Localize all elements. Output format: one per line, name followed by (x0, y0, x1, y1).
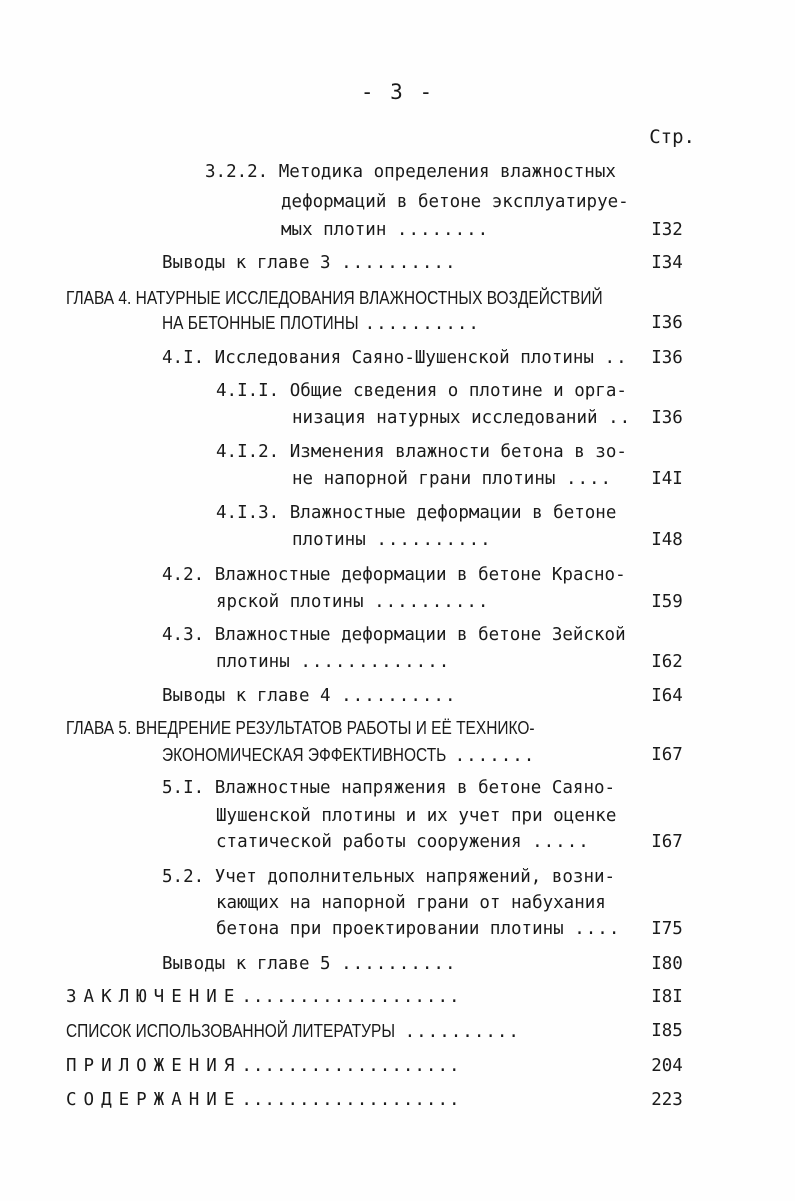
toc-5-1-title: Влажностные напряжения в бетоне Саяно- (214, 778, 616, 798)
leader-dots: .......... (341, 954, 457, 974)
toc-4-2-number: 4.2. (162, 565, 205, 585)
toc-3-2-2-title: Методика определения влажностных (278, 162, 616, 182)
toc-4-1 (162, 345, 628, 371)
toc-4-1-1-text: низация натурных исследований (292, 408, 598, 428)
toc-contents-text: СОДЕРЖАНИЕ (66, 1090, 242, 1110)
toc-4-1-text: 4.I. Исследования Саяно-Шушенской плотины (162, 348, 594, 368)
toc-appendices-page: 204 (651, 1056, 683, 1076)
toc-5-1-number: 5.I. (162, 778, 205, 798)
toc-4-1-3-number: 4.I.3. (216, 503, 280, 523)
toc-4-1-2-line-1 (216, 439, 627, 465)
toc-5-1-line-2: Шушенской плотины и их учет при оценке (216, 806, 617, 826)
leader-dots: .......... (376, 530, 492, 550)
toc-5-2-line-3 (216, 916, 620, 942)
toc-4-1-3-text: плотины (292, 530, 366, 550)
toc-conclusion-text: ЗАКЛЮЧЕНИЕ (66, 987, 242, 1007)
page-column-header: Стр. (649, 126, 695, 148)
leader-dots: ................... (241, 987, 461, 1007)
toc-5-2-line-2: кающих на напорной грани от набухания (216, 893, 606, 913)
toc-4-1-1-title: Общие сведения о плотине и орга- (289, 381, 627, 401)
toc-4-2-page: I59 (651, 592, 683, 612)
toc-references (66, 1018, 520, 1044)
leader-dots: .......... (341, 253, 457, 273)
leader-dots: .......... (364, 314, 480, 334)
toc-5-1-line-1 (162, 775, 615, 801)
toc-chapter-4-page: I36 (651, 313, 683, 333)
toc-4-1-1-line-1 (216, 378, 627, 404)
toc-chapter-4-title: НА БЕТОННЫЕ ПЛОТИНЫ (162, 313, 359, 333)
toc-5-2-text: бетона при проектировании плотины (216, 919, 564, 939)
toc-4-1-3-title: Влажностные деформации в бетоне (289, 503, 617, 523)
toc-4-3-page: I62 (651, 652, 683, 672)
page-number: - 3 - (360, 80, 435, 104)
leader-dots: ................... (241, 1090, 461, 1110)
leader-dots: .. (608, 408, 632, 428)
toc-4-3-text: плотины (216, 652, 290, 672)
toc-3-2-2-line-3 (281, 217, 489, 243)
leader-dots: .... (574, 919, 621, 939)
toc-5-1-text: статической работы сооружения (216, 832, 522, 852)
toc-4-1-3-line-2 (292, 527, 492, 553)
toc-4-2-text: ярской плотины (216, 592, 364, 612)
leader-dots: ............. (300, 652, 451, 672)
toc-appendices (66, 1053, 461, 1079)
toc-4-2-line-2 (216, 589, 489, 615)
toc-references-text: СПИСОК ИСПОЛЬЗОВАННОЙ ЛИТЕРАТУРЫ (66, 1021, 396, 1041)
toc-4-3-title: Влажностные деформации в бетоне Зейской (214, 625, 626, 645)
toc-references-page: I85 (651, 1021, 683, 1041)
leader-dots: .......... (341, 686, 457, 706)
toc-chapter-5-title: ЭКОНОМИЧЕСКАЯ ЭФФЕКТИВНОСТЬ (162, 745, 447, 765)
toc-chapter-4-line-1: ГЛАВА 4. НАТУРНЫЕ ИССЛЕДОВАНИЯ ВЛАЖНОСТНЫХ ВОЗДЕЙСТВИЙ (66, 288, 603, 308)
toc-contents-page: 223 (651, 1090, 683, 1110)
toc-5-1-page: I67 (651, 832, 683, 852)
toc-conclusions-4-page: I64 (651, 686, 683, 706)
toc-chapter-4-line-2 (162, 310, 480, 336)
toc-3-2-2-number: 3.2.2. (205, 162, 269, 182)
toc-3-2-2-page: I32 (651, 220, 683, 240)
toc-chapter-5-line-1: ГЛАВА 5. ВНЕДРЕНИЕ РЕЗУЛЬТАТОВ РАБОТЫ И ЕЁ ТЕХНИКО- (66, 718, 535, 738)
toc-4-3-number: 4.3. (162, 625, 205, 645)
leader-dots: ........ (396, 220, 490, 240)
toc-3-2-2-line-2: деформаций в бетоне эксплуатируе- (281, 192, 629, 212)
toc-4-3-line-2 (216, 649, 450, 675)
toc-4-1-page: I36 (651, 348, 683, 368)
toc-conclusions-4 (162, 683, 456, 709)
leader-dots: ....... (454, 746, 536, 766)
toc-5-2-page: I75 (651, 919, 683, 939)
toc-conclusions-3-text: Выводы к главе 3 (162, 253, 331, 273)
leader-dots: .......... (404, 1022, 520, 1042)
toc-conclusion-page: I8I (651, 987, 683, 1007)
toc-5-2-line-1 (162, 864, 615, 890)
toc-4-1-2-title: Изменения влажности бетона в зо- (289, 442, 627, 462)
toc-4-2-line-1 (162, 562, 626, 588)
toc-3-2-2-line-1 (205, 159, 616, 185)
toc-4-3-line-1 (162, 622, 626, 648)
toc-5-2-number: 5.2. (162, 867, 205, 887)
leader-dots: .... (565, 469, 613, 489)
toc-chapter-5-page: I67 (651, 745, 683, 765)
toc-4-1-2-text: не напорной грани плотины (292, 469, 556, 489)
toc-conclusions-5-text: Выводы к главе 5 (162, 954, 331, 974)
toc-conclusions-4-text: Выводы к главе 4 (162, 686, 331, 706)
toc-conclusions-5-page: I80 (651, 954, 683, 974)
toc-4-1-2-line-2 (292, 466, 612, 492)
toc-conclusions-3 (162, 250, 456, 276)
leader-dots: .. (604, 348, 628, 368)
leader-dots: .......... (374, 592, 490, 612)
toc-conclusions-3-page: I34 (651, 253, 683, 273)
toc-4-1-1-page: I36 (651, 408, 683, 428)
toc-4-1-1-number: 4.I.I. (216, 381, 280, 401)
toc-5-2-title: Учет дополнительных напряжений, возни- (214, 867, 616, 887)
toc-4-1-2-page: I4I (651, 469, 683, 489)
toc-appendices-text: ПРИЛОЖЕНИЯ (66, 1056, 242, 1076)
toc-3-2-2-text: мых плотин (281, 220, 387, 240)
toc-conclusion (66, 984, 461, 1010)
leader-dots: ................... (241, 1056, 461, 1076)
toc-4-2-title: Влажностные деформации в бетоне Красно- (214, 565, 626, 585)
toc-contents (66, 1087, 461, 1113)
toc-4-1-3-page: I48 (651, 530, 683, 550)
toc-chapter-5-line-2 (162, 742, 535, 768)
leader-dots: ..... (532, 832, 590, 852)
toc-4-1-2-number: 4.I.2. (216, 442, 280, 462)
toc-4-1-1-line-2 (292, 405, 631, 431)
toc-conclusions-5 (162, 951, 456, 977)
toc-4-1-3-line-1 (216, 500, 616, 526)
toc-5-1-line-3 (216, 829, 590, 855)
